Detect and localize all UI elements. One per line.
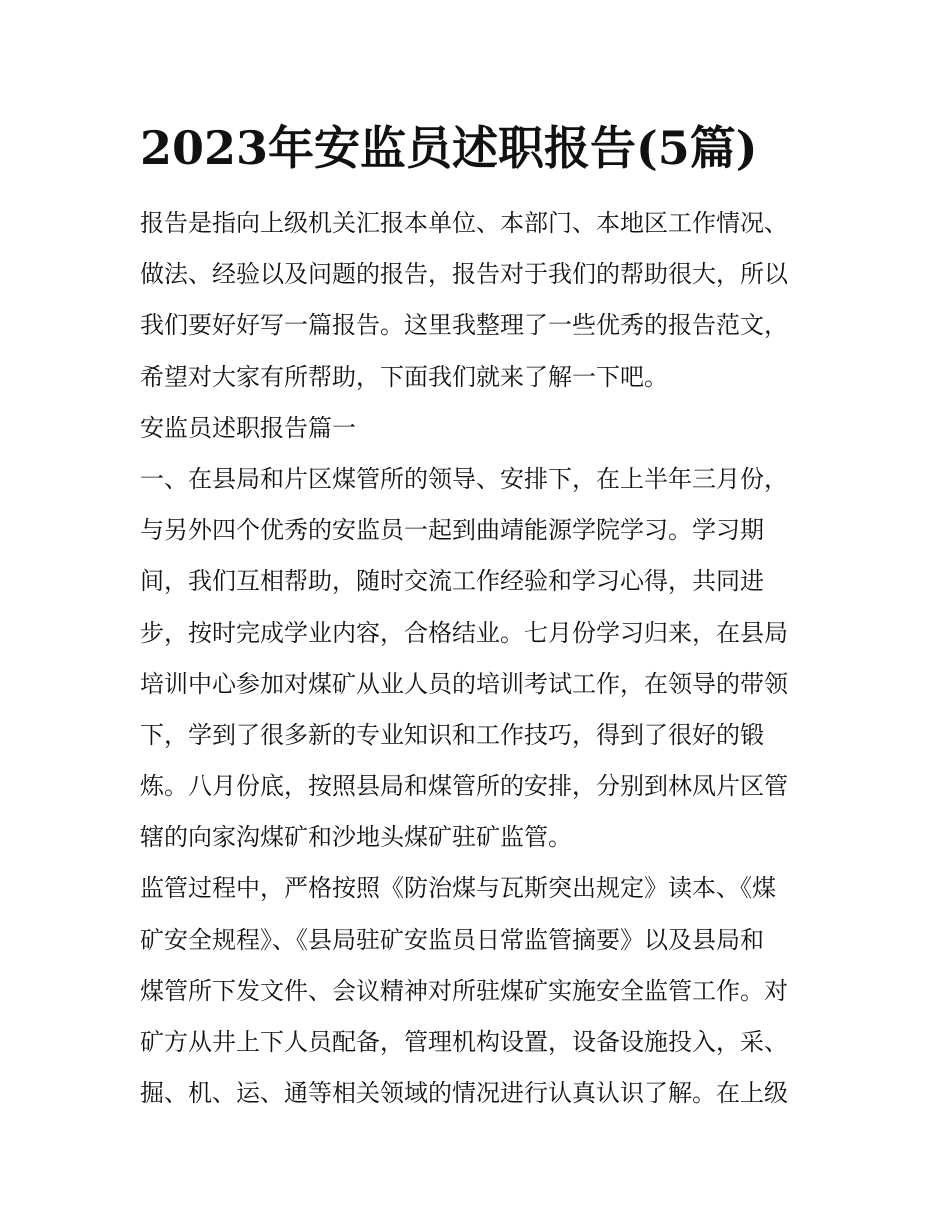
body-line: 报告是指向上级机关汇报本单位、本部门、本地区工作情况、 xyxy=(140,209,788,237)
document-title: 2023年安监员述职报告(5篇) xyxy=(140,121,758,175)
body-line: 培训中心参加对煤矿从业人员的培训考试工作，在领导的带领 xyxy=(140,669,788,698)
body-line: 下，学到了很多新的专业知识和工作技巧，得到了很好的锻 xyxy=(140,720,764,749)
body-line: 希望对大家有所帮助，下面我们就来了解一下吧。 xyxy=(140,362,668,391)
body-line: 一、在县局和片区煤管所的领导、安排下，在上半年三月份， xyxy=(140,464,788,493)
body-line: 与另外四个优秀的安监员一起到曲靖能源学院学习。学习期 xyxy=(140,516,764,545)
body-line: 辖的向家沟煤矿和沙地头煤矿驻矿监管。 xyxy=(140,823,572,852)
body-line: 监管过程中，严格按照《防治煤与瓦斯突出规定》读本、《煤 xyxy=(140,874,776,903)
body-line: 步，按时完成学业内容，合格结业。七月份学习归来，在县局 xyxy=(140,618,788,647)
body-line: 掘、机、运、通等相关领域的情况进行认真认识了解。在上级 xyxy=(140,1079,788,1108)
body-line: 我们要好好写一篇报告。这里我整理了一些优秀的报告范文， xyxy=(140,311,788,340)
body-line: 间，我们互相帮助，随时交流工作经验和学习心得，共同进 xyxy=(140,567,764,596)
body-line: 矿方从井上下人员配备，管理机构设置，设备设施投入，采、 xyxy=(140,1028,788,1056)
section-heading: 安监员述职报告篇一 xyxy=(140,413,356,442)
body-line: 煤管所下发文件、会议精神对所驻煤矿实施安全监管工作。对 xyxy=(140,976,788,1005)
body-line: 做法、经验以及问题的报告，报告对于我们的帮助很大，所以 xyxy=(140,260,788,289)
body-line: 矿安全规程》、《县局驻矿安监员日常监管摘要》以及县局和 xyxy=(140,925,764,954)
document-body xyxy=(140,198,812,1119)
body-line: 炼。八月份底，按照县局和煤管所的安排，分别到林凤片区管 xyxy=(140,772,788,801)
